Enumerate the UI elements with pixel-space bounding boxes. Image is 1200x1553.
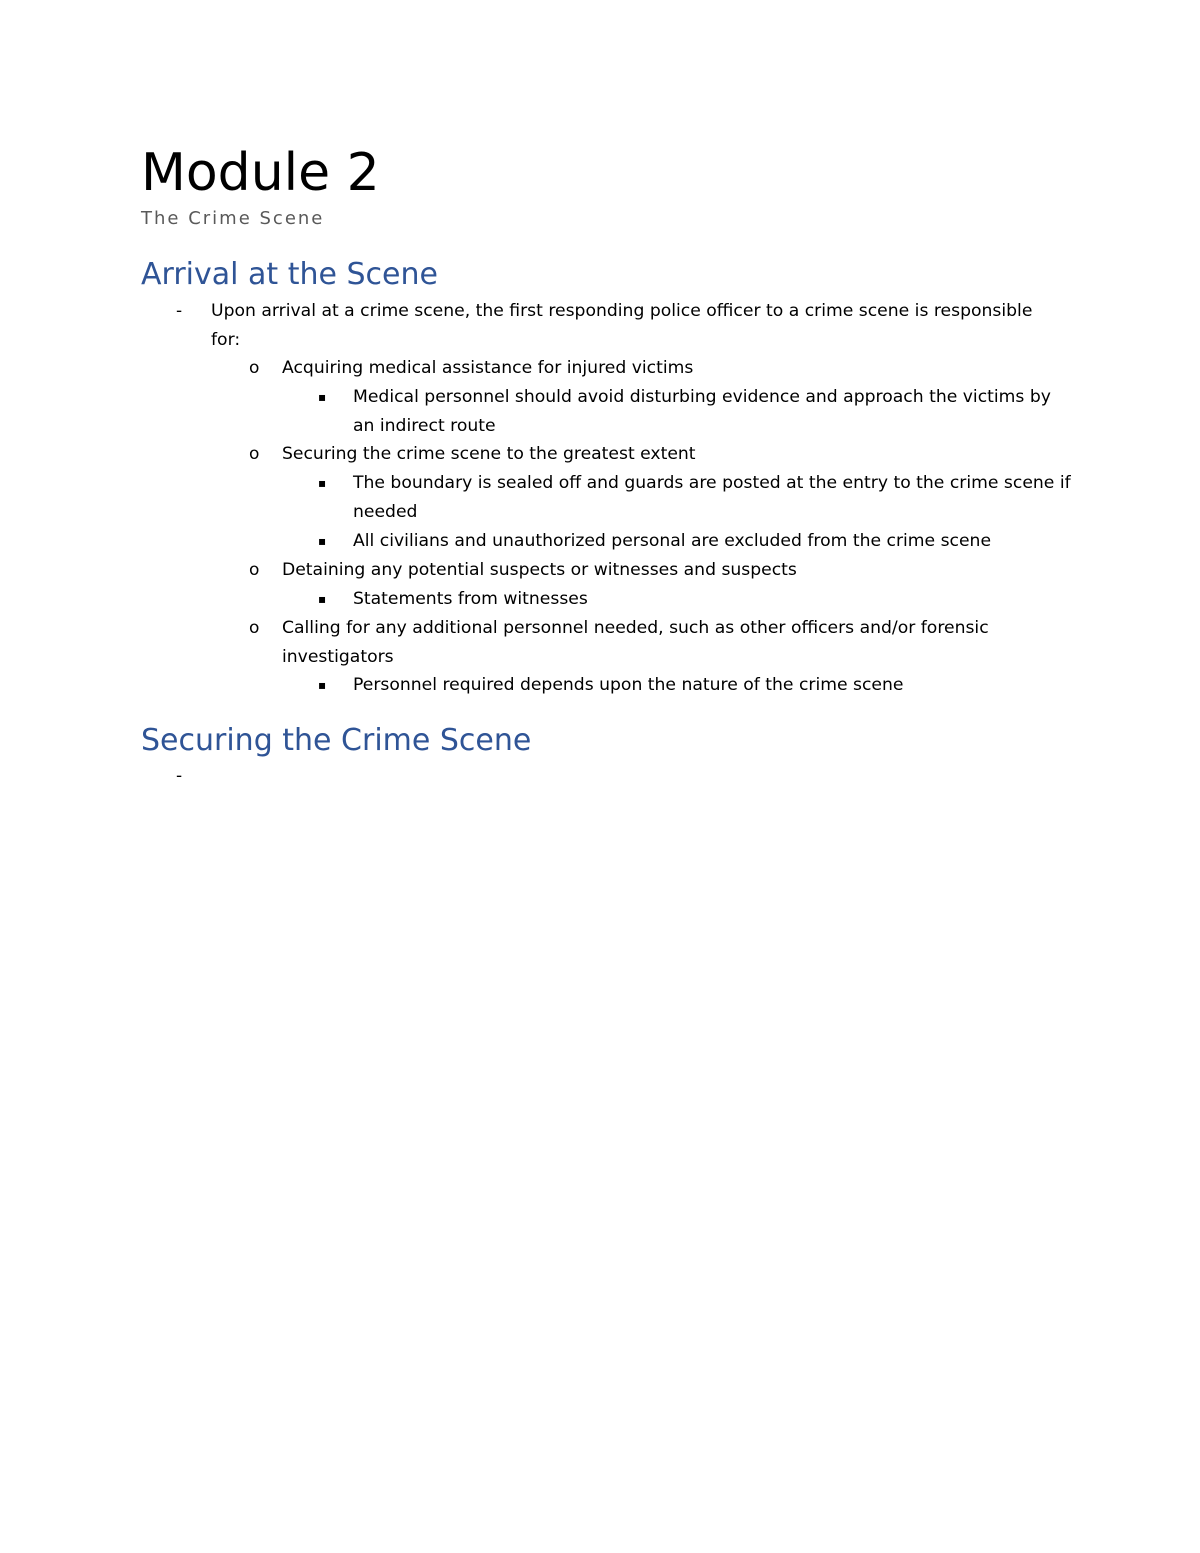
section-heading-arrival: Arrival at the Scene xyxy=(141,257,438,292)
list-item-text: Medical personnel should avoid disturbing evidence and approach the victims by an indirect route xyxy=(353,387,1051,436)
list-item xyxy=(0,440,1200,469)
list-item-text: Securing the crime scene to the greatest extent xyxy=(282,444,696,464)
list-item xyxy=(0,556,1200,585)
list-item xyxy=(0,585,1200,614)
page-title: Module 2 xyxy=(141,143,380,203)
list-item-text: Detaining any potential suspects or witnesses and suspects xyxy=(282,560,797,580)
list-item-text: Calling for any additional personnel needed, such as other officers and/or forensic investigators xyxy=(282,618,989,667)
list-item-text: Acquiring medical assistance for injured victims xyxy=(282,358,694,378)
list-item-text: Personnel required depends upon the nature of the crime scene xyxy=(353,675,904,695)
square-bullet: ▪ xyxy=(318,390,327,404)
intro-text: Upon arrival at a crime scene, the first responding police officer to a crime scene is responsible for: xyxy=(211,301,1033,350)
dash-marker: - xyxy=(176,301,183,321)
page-subtitle: The Crime Scene xyxy=(141,208,325,229)
section-heading-securing: Securing the Crime Scene xyxy=(141,723,532,758)
circle-bullet: o xyxy=(249,444,260,464)
list-item-text: Statements from witnesses xyxy=(353,589,588,609)
list-item xyxy=(0,383,1200,441)
circle-bullet: o xyxy=(249,358,260,378)
circle-bullet: o xyxy=(249,618,260,638)
list-item xyxy=(0,354,1200,383)
circle-bullet: o xyxy=(249,560,260,580)
dash-marker: - xyxy=(176,766,183,786)
square-bullet: ▪ xyxy=(318,678,327,692)
square-bullet: ▪ xyxy=(318,592,327,606)
list-item xyxy=(0,469,1200,527)
square-bullet: ▪ xyxy=(318,476,327,490)
list-item xyxy=(0,671,1200,700)
list-item-empty xyxy=(0,762,1200,791)
list-item xyxy=(0,527,1200,556)
list-item-intro xyxy=(0,297,1200,355)
square-bullet: ▪ xyxy=(318,534,327,548)
list-item xyxy=(0,614,1200,672)
list-item-text: All civilians and unauthorized personal are excluded from the crime scene xyxy=(353,531,992,551)
list-item-text: The boundary is sealed off and guards are posted at the entry to the crime scene if needed xyxy=(353,473,1071,522)
